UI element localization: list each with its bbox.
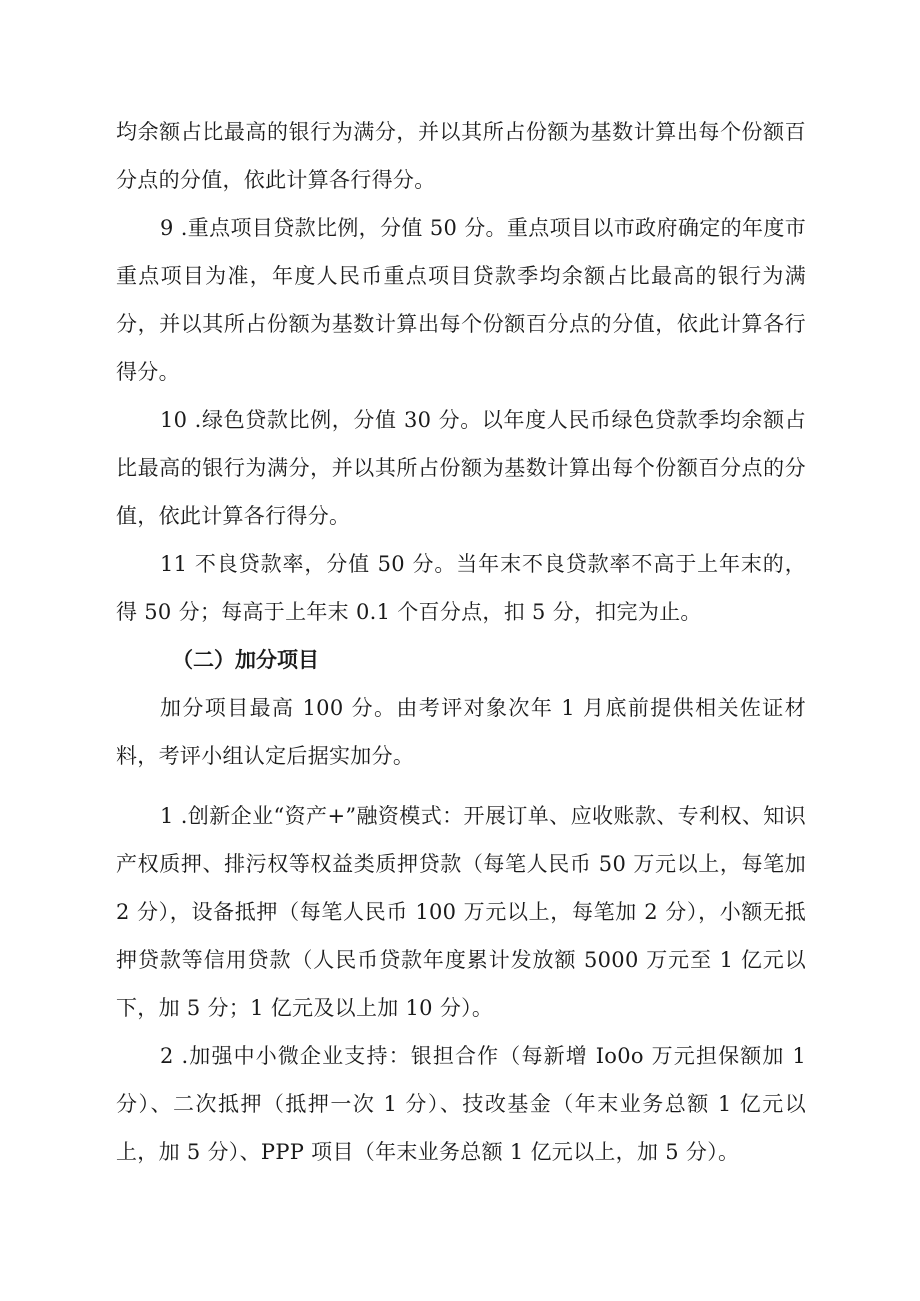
paragraph-continued: 均余额占比最高的银行为满分，并以其所占份额为基数计算出每个份额百分点的分值，依此计算各行得分。 bbox=[116, 120, 806, 192]
paragraph-item-11: 11 不良贷款率，分值 50 分。当年末不良贷款率不高于上年末的，得 50 分；每高于上年末 0.1 个百分点，扣 5 分，扣完为止。 bbox=[116, 552, 806, 624]
paragraph-item-10: 10 .绿色贷款比例，分值 30 分。以年度人民币绿色贷款季均余额占比最高的银行为满分，并以其所占份额为基数计算出每个份额百分点的分值，依此计算各行得分。 bbox=[116, 408, 806, 528]
paragraph-bonus-intro: 加分项目最高 100 分。由考评对象次年 1 月底前提供相关佐证材料，考评小组认定后据实加分。 bbox=[116, 696, 806, 768]
document-body bbox=[116, 108, 806, 1176]
paragraph-bonus-2: 2 .加强中小微企业支持：银担合作（每新增 Io0o 万元担保额加 1 分）、二次抵押（抵押一次 1 分）、技改基金（年末业务总额 1 亿元以上，加 5 分）、PPP 项目（年末业务总额 1 亿元以上，加 5 分）。 bbox=[116, 1044, 806, 1164]
section-heading-bonus: （二）加分项目 bbox=[172, 648, 319, 672]
paragraph-item-9: 9 .重点项目贷款比例，分值 50 分。重点项目以市政府确定的年度市重点项目为准，年度人民币重点项目贷款季均余额占比最高的银行为满分，并以其所占份额为基数计算出每个份额百分点的分值，依此计算各行得分。 bbox=[116, 216, 806, 384]
paragraph-bonus-1: 1 .创新企业“资产+”融资模式：开展订单、应收账款、专利权、知识产权质押、排污权等权益类质押贷款（每笔人民币 50 万元以上，每笔加 2 分），设备抵押（每笔人民币 100 万元以上，每笔加 2 分），小额无抵押贷款等信用贷款（人民币贷款年度累计发放额 5000 万元至 1 亿元以下，加 5 分；1 亿元及以上加 10 分）。 bbox=[116, 804, 806, 1020]
spacer bbox=[116, 780, 806, 792]
